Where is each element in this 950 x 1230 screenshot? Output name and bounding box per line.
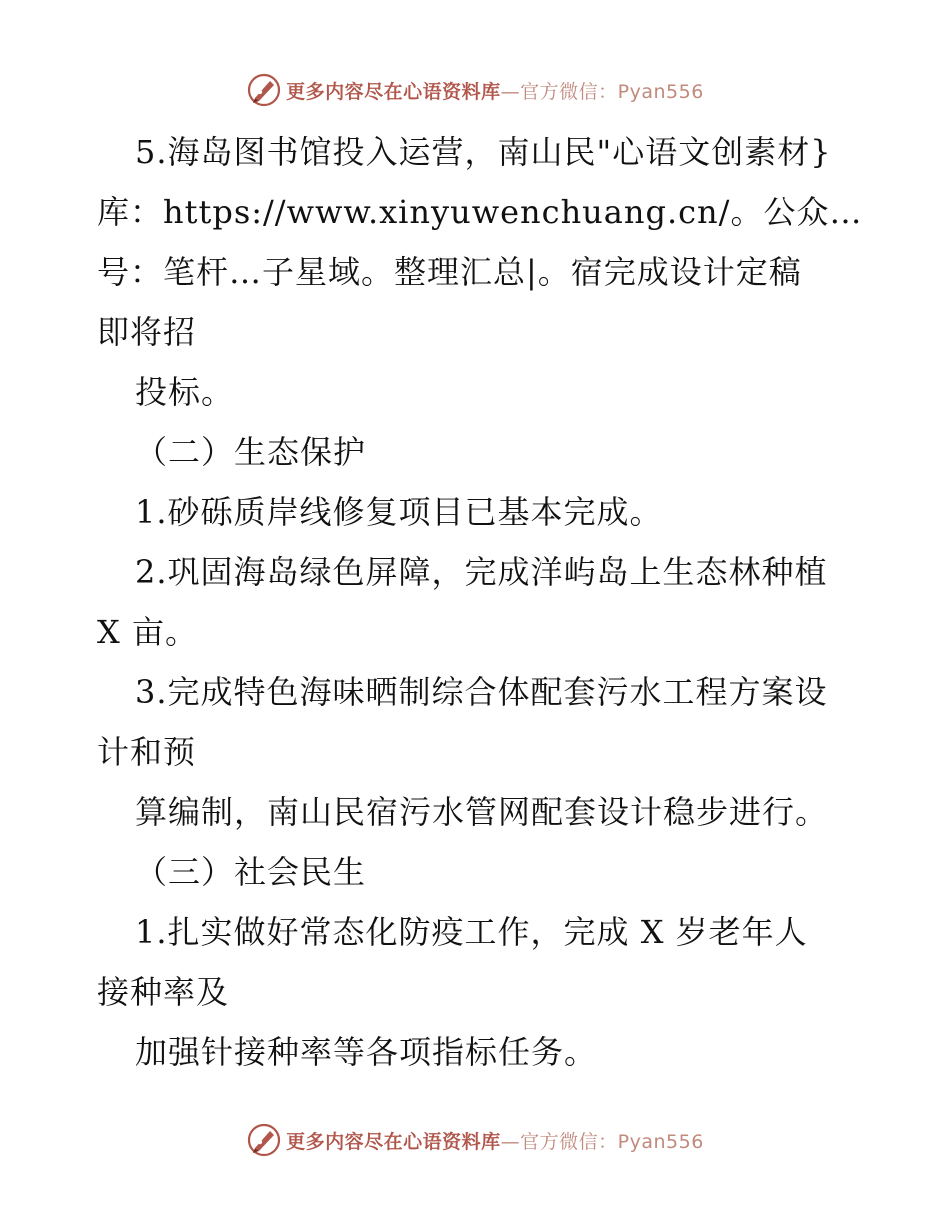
paragraph-line: 库：https://www.xinyuwenchuang.cn/。公众… [97, 193, 863, 231]
paragraph-line: 接种率及 [97, 973, 230, 1011]
paragraph-line: 1.砂砾质岸线修复项目已基本完成。 [135, 493, 663, 531]
pen-logo-icon [246, 1122, 282, 1158]
paragraph-line: 2.巩固海岛绿色屏障，完成洋屿岛上生态林种植 [135, 553, 828, 591]
paragraph-line: 号：笔杆…子星域。整理汇总|。宿完成设计定稿 [97, 253, 802, 291]
paragraph-line: X 亩。 [97, 613, 198, 651]
paragraph-line: 5.海岛图书馆投入运营，南山民"心语文创素材} [135, 133, 832, 171]
paragraph-line: 计和预 [97, 733, 197, 771]
watermark-brand: 更多内容尽在心语资料库 [286, 80, 501, 103]
section-heading: （二）生态保护 [135, 433, 367, 471]
paragraph-line: 算编制，南山民宿污水管网配套设计稳步进行。 [135, 793, 829, 831]
pen-logo-icon [246, 72, 282, 108]
watermark-text [286, 1127, 704, 1154]
watermark-suffix: —官方微信：Pyan556 [500, 80, 704, 103]
paragraph-line: 3.完成特色海味晒制综合体配套污水工程方案设 [135, 673, 828, 711]
paragraph-line: 即将招 [97, 313, 197, 351]
footer-watermark [0, 1120, 950, 1160]
watermark-suffix: —官方微信：Pyan556 [500, 1130, 704, 1153]
watermark-text [286, 77, 704, 104]
document-body [97, 122, 863, 1082]
watermark-brand: 更多内容尽在心语资料库 [286, 1130, 501, 1153]
paragraph-line: 1.扎实做好常态化防疫工作，完成 X 岁老年人 [135, 913, 808, 951]
section-heading: （三）社会民生 [135, 853, 367, 891]
paragraph-line: 投标。 [135, 373, 235, 411]
paragraph-line: 加强针接种率等各项指标任务。 [135, 1033, 598, 1071]
header-watermark [0, 70, 950, 110]
